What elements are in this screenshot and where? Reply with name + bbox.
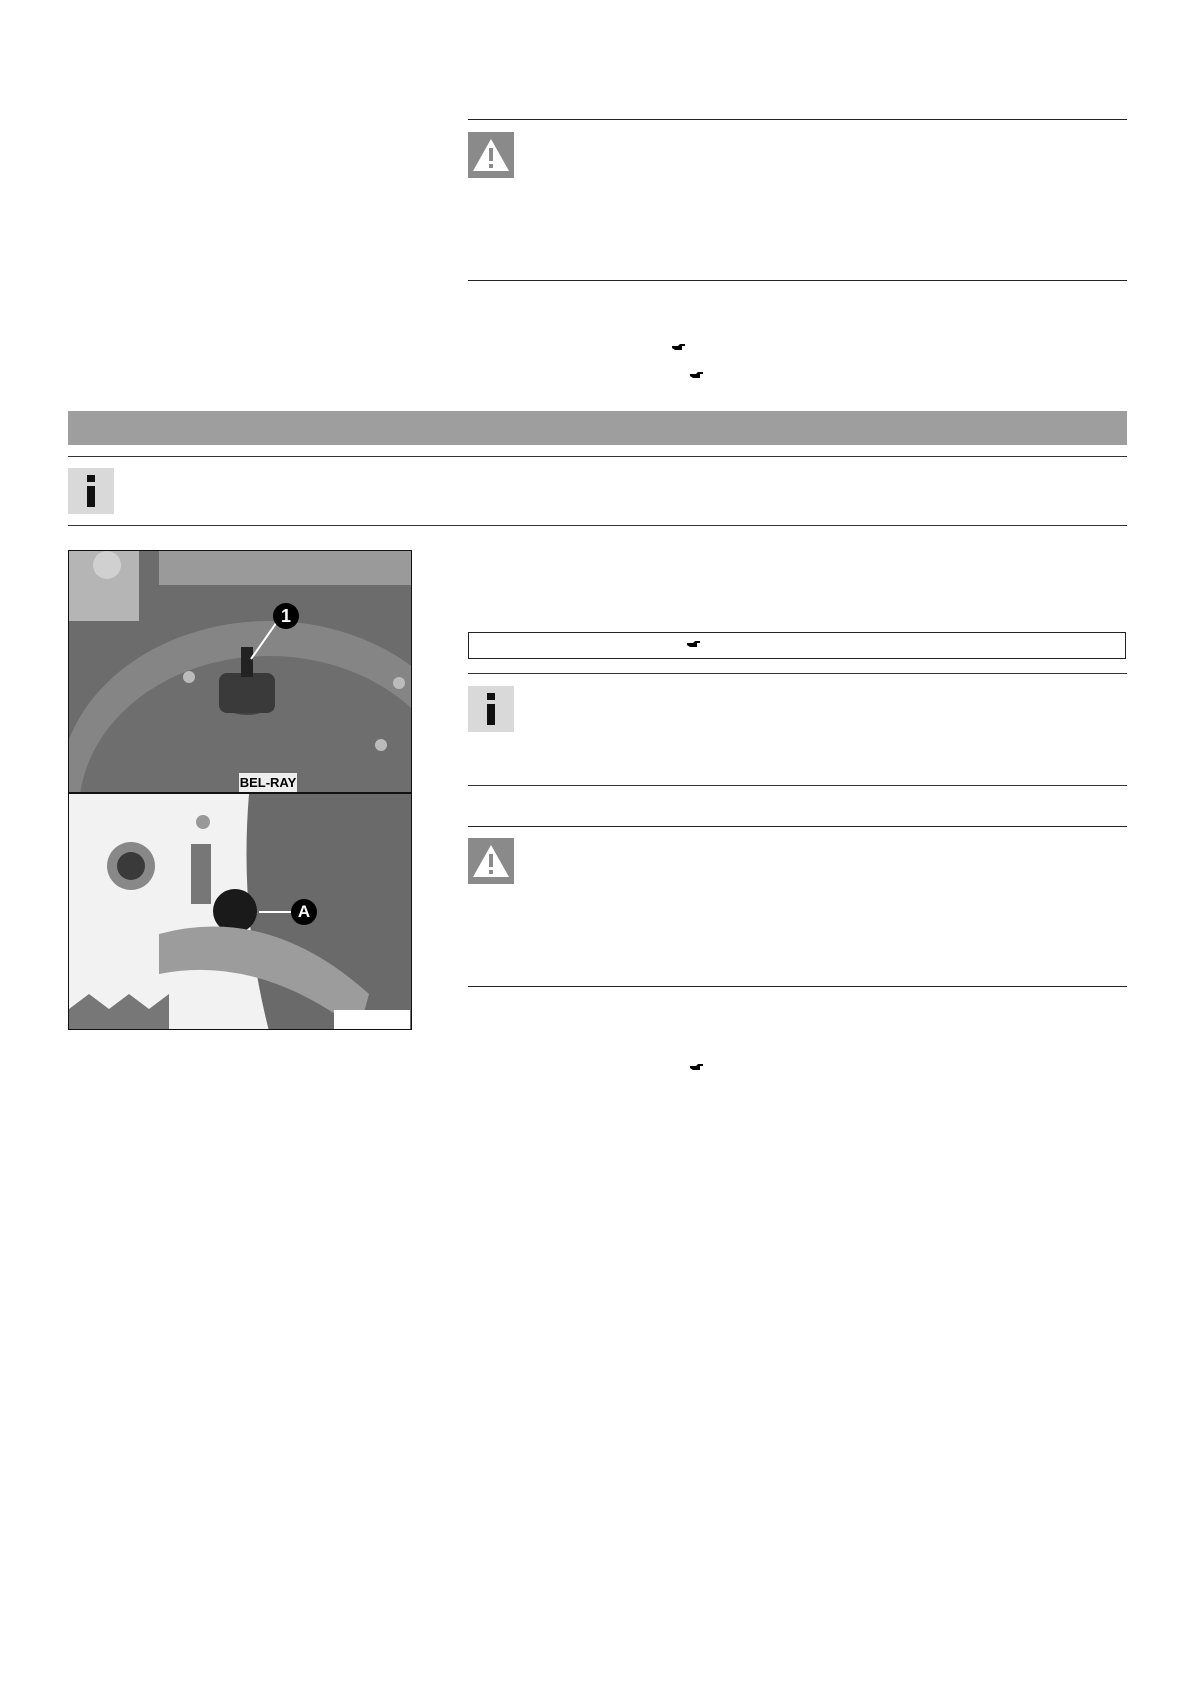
info-i-icon	[468, 686, 514, 732]
callout-a-label: A	[297, 902, 311, 921]
warning-triangle-icon	[468, 838, 514, 884]
pointing-hand-icon	[690, 1062, 704, 1072]
pointing-hand-icon	[690, 370, 704, 380]
warning-1-top-rule	[468, 119, 1127, 120]
section-header-bar	[68, 411, 1127, 445]
info-2-bottom-rule	[468, 785, 1127, 786]
clutch-cover-photo-top	[69, 551, 411, 792]
warning-triangle-icon	[468, 132, 514, 178]
warning-2-top-rule	[468, 826, 1127, 827]
brand-decal-text: BEL-RAY	[239, 775, 297, 790]
engine-photo-figure	[68, 550, 412, 1030]
warning-2-bottom-rule	[468, 986, 1127, 987]
warning-1-bottom-rule	[468, 280, 1127, 281]
figure-code-label	[334, 1010, 410, 1030]
clutch-cover-photo-bottom	[69, 794, 411, 1030]
info-1-bottom-rule	[68, 525, 1127, 526]
callout-a	[291, 899, 317, 925]
info-i-icon	[68, 468, 114, 514]
callout-1	[273, 603, 299, 629]
pointing-hand-icon	[672, 342, 686, 352]
brand-decal	[239, 775, 297, 790]
info-2-top-rule	[468, 673, 1127, 674]
callout-1-label: 1	[280, 605, 291, 626]
pointing-hand-icon	[687, 639, 701, 649]
info-1-top-rule	[68, 456, 1127, 457]
spec-row	[468, 632, 1126, 659]
